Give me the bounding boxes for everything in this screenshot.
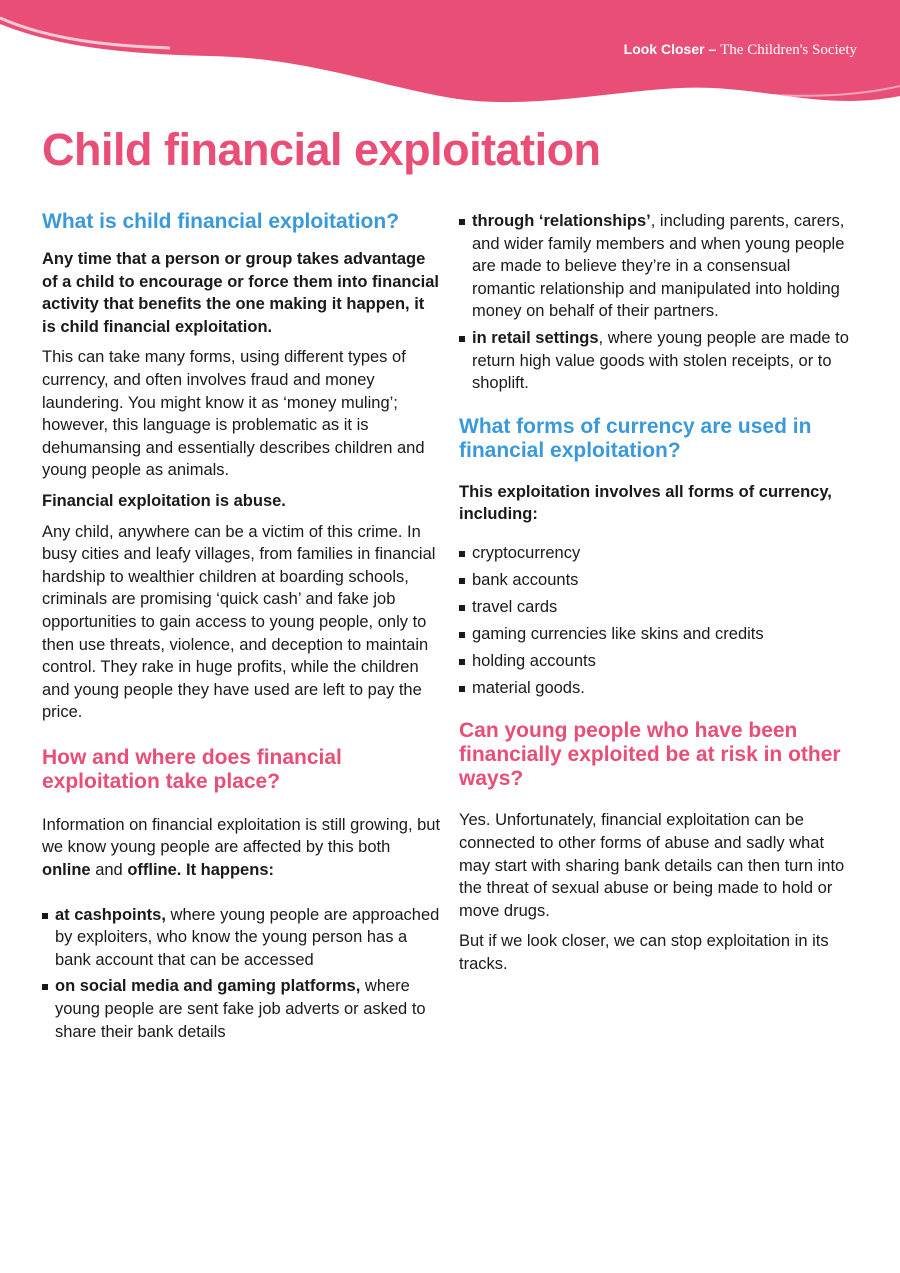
currency-text: bank accounts xyxy=(472,570,579,589)
currency-list xyxy=(459,542,849,700)
currency-text: gaming currencies like skins and credits xyxy=(472,624,764,643)
currency-item xyxy=(459,596,849,619)
item-text: , including parents, carers, and wider family members and when young people are made to believe they’re in a consensual romantic relationship and manipulated into holding money on behalf of their partners. xyxy=(472,212,845,321)
currency-text: holding accounts xyxy=(472,651,596,670)
how-where-heading: How and where does financial exploitation take place? xyxy=(42,745,342,793)
how-where-intro-text: Information on financial exploitation is still growing, but we know young people are affected by this both xyxy=(42,815,441,857)
bullet-icon xyxy=(42,984,48,990)
right-column xyxy=(459,210,849,984)
bullet-icon xyxy=(42,913,48,919)
it-happens: It happens: xyxy=(185,861,274,880)
item-text: , where young people are made to return high value goods with stolen receipts, or to shoplift. xyxy=(472,328,849,393)
currency-lead: This exploitation involves all forms of currency, including: xyxy=(459,482,832,524)
bullet-icon xyxy=(459,605,465,611)
bullet-icon xyxy=(459,551,465,557)
currency-item xyxy=(459,542,849,565)
currency-heading: What forms of currency are used in financial exploitation? xyxy=(459,414,812,462)
how-where-intro xyxy=(42,814,442,882)
list-item xyxy=(42,975,442,1043)
bullet-icon xyxy=(459,686,465,692)
risk-heading: Can young people who have been financially exploited be at risk in other ways? xyxy=(459,719,841,791)
currency-item xyxy=(459,650,849,673)
risk-para2: But if we look closer, we can stop exploitation in its tracks. xyxy=(459,932,829,974)
what-is-lead: Any time that a person or group takes advantage of a child to encourage or force them into financial activity that benefits the one making it happen, it is child financial exploitation. xyxy=(42,250,439,336)
currency-item xyxy=(459,569,849,592)
online-word: online xyxy=(42,861,91,880)
currency-text: cryptocurrency xyxy=(472,543,581,562)
bullet-icon xyxy=(459,659,465,665)
what-is-para2: Any child, anywhere can be a victim of this crime. In busy cities and leafy villages, from families in financial hardship to wealthier children at boarding schools, criminals are promising ‘quick cash’ and fake job opportunities to gain access to young people, only to then use threats, violence, and deception to maintain control. They rake in huge profits, while the children and young people they have used are left to pay the price. xyxy=(42,522,436,722)
currency-item xyxy=(459,623,849,646)
header-banner xyxy=(0,0,900,120)
brand-tagline xyxy=(624,41,857,59)
page-title: Child financial exploitation xyxy=(42,124,601,175)
bullet-icon xyxy=(459,578,465,584)
how-where-list-continued xyxy=(459,210,849,395)
item-bold: at cashpoints, xyxy=(55,905,166,924)
item-text: where young people are approached by exploiters, who know the young person has a bank account that can be accessed xyxy=(55,905,440,969)
what-is-para1: This can take many forms, using different types of currency, and often involves fraud and money laundering. You might know it as ‘money muling’; however, this language is problematic as it is dehumansing and essentially describes children and young people as animals. xyxy=(42,348,425,480)
what-is-heading: What is child financial exploitation? xyxy=(42,210,400,233)
list-item xyxy=(459,327,849,395)
currency-text: travel cards xyxy=(472,597,558,616)
item-text: where young people are sent fake job adverts or asked to share their bank details xyxy=(55,977,426,1041)
item-bold: through ‘relationships’ xyxy=(472,212,651,230)
brand-organisation: The Children's Society xyxy=(720,42,857,58)
item-bold: in retail settings xyxy=(472,328,599,347)
brand-look-closer: Look Closer – xyxy=(623,41,717,57)
risk-para1: Yes. Unfortunately, financial exploitation can be connected to other forms of abuse and sadly what may start with sharing bank details can then turn into the threat of sexual abuse or being made to hold or move drugs. xyxy=(459,811,845,920)
list-item xyxy=(459,210,849,323)
left-column xyxy=(42,210,442,1047)
bullet-icon xyxy=(459,219,465,225)
currency-item xyxy=(459,677,849,700)
offline-word: offline. xyxy=(127,861,182,880)
abuse-statement: Financial exploitation is abuse. xyxy=(42,491,286,510)
bullet-icon xyxy=(459,632,465,638)
and-word: and xyxy=(95,861,123,880)
bullet-icon xyxy=(459,336,465,342)
currency-text: material goods. xyxy=(472,678,585,697)
item-bold: on social media and gaming platforms, xyxy=(55,977,361,996)
list-item xyxy=(42,904,442,972)
how-where-list xyxy=(42,904,442,1044)
